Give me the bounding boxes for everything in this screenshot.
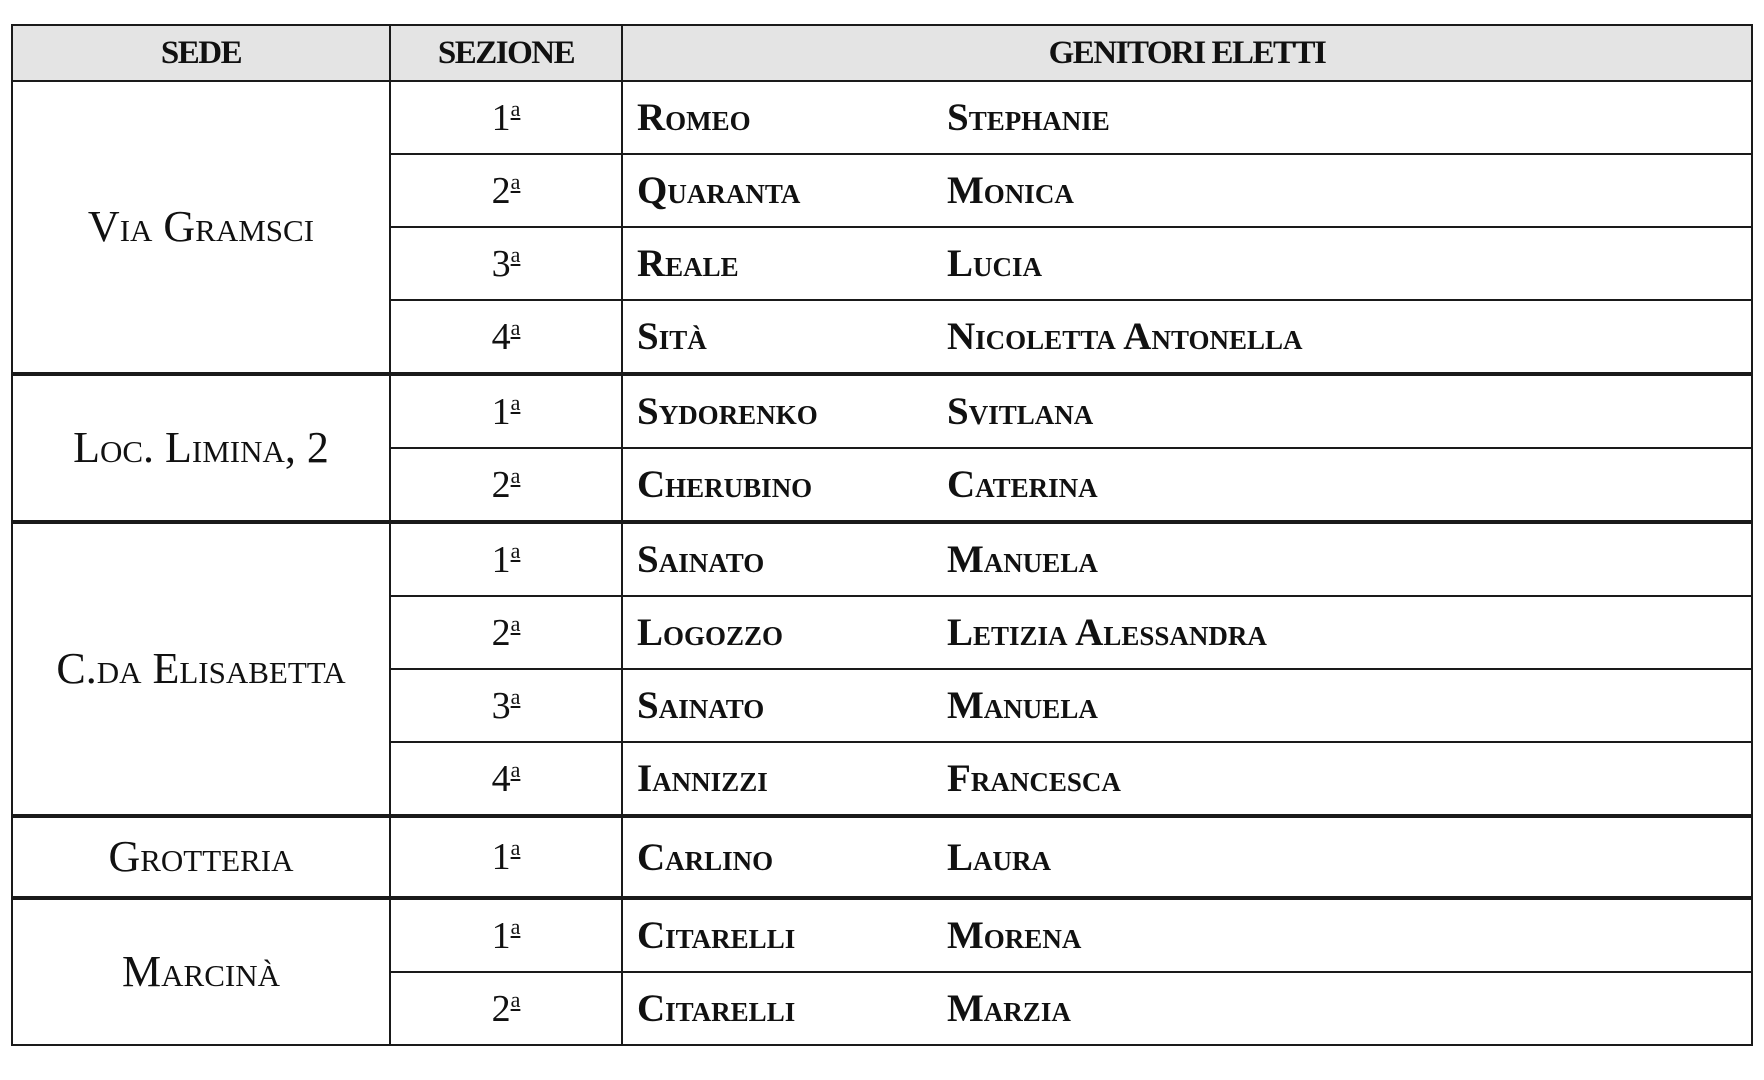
sezione-number: 4 [491, 315, 511, 358]
table-row [12, 374, 1752, 448]
sezione-number: 1 [491, 914, 511, 957]
genitore-name: Manuela [947, 684, 1098, 727]
genitore-name: Francesca [947, 757, 1121, 800]
sezione-cell [390, 669, 622, 742]
sezione-number: 3 [491, 242, 511, 285]
genitore-name: Nicoletta Antonella [947, 315, 1303, 358]
sezione-cell [390, 374, 622, 448]
genitore-cell [622, 972, 1752, 1045]
genitore-name: Laura [947, 835, 1052, 879]
genitore-name: Marzia [947, 987, 1071, 1030]
genitore-name: Letizia Alessandra [947, 611, 1267, 654]
genitore-surname: Sità [637, 315, 707, 358]
sezione-ordinal: a [510, 462, 521, 488]
sezione-number: 2 [491, 987, 511, 1030]
genitore-name: Monica [947, 169, 1074, 212]
table-row [12, 816, 1752, 898]
genitore-surname: Quaranta [637, 169, 801, 212]
genitore-name: Svitlana [947, 390, 1094, 433]
genitore-surname: Sydorenko [637, 390, 818, 433]
sezione-cell [390, 154, 622, 227]
sede-cell: Marcinà [12, 898, 390, 1045]
sezione-cell [390, 816, 622, 898]
genitore-name: Stephanie [947, 96, 1110, 139]
header-sede: SEDE [12, 25, 390, 81]
sezione-ordinal: a [510, 537, 521, 563]
genitore-cell [622, 522, 1752, 596]
sezione-number: 2 [491, 169, 511, 212]
genitore-cell [622, 300, 1752, 374]
sede-cell: Via Gramsci [12, 81, 390, 374]
elected-parents-table [11, 24, 1753, 1046]
sezione-cell [390, 596, 622, 669]
genitore-cell [622, 742, 1752, 816]
genitore-cell [622, 81, 1752, 154]
sezione-number: 2 [491, 611, 511, 654]
genitore-cell [622, 596, 1752, 669]
table-row [12, 522, 1752, 596]
genitore-cell [622, 154, 1752, 227]
genitore-cell [622, 374, 1752, 448]
sezione-ordinal: a [510, 314, 521, 340]
sezione-ordinal: a [510, 756, 521, 782]
sezione-cell [390, 742, 622, 816]
genitore-surname: Iannizzi [637, 757, 768, 800]
genitore-surname: Logozzo [637, 611, 784, 654]
header-sezione: SEZIONE [390, 25, 622, 81]
header-genitori-eletti: GENITORI ELETTI [622, 25, 1752, 81]
sezione-number: 1 [491, 390, 511, 433]
sede-cell: Grotteria [12, 816, 390, 898]
sezione-cell [390, 522, 622, 596]
table-row [12, 898, 1752, 972]
sede-cell: Loc. Limina, 2 [12, 374, 390, 522]
sede-cell: C.da Elisabetta [12, 522, 390, 816]
genitore-surname: Reale [637, 242, 739, 285]
genitore-surname: Citarelli [637, 914, 796, 957]
sezione-cell [390, 972, 622, 1045]
sezione-cell [390, 81, 622, 154]
genitore-surname: Citarelli [637, 987, 796, 1030]
sezione-cell [390, 300, 622, 374]
genitore-surname: Carlino [637, 835, 774, 879]
genitore-name: Manuela [947, 538, 1098, 581]
sezione-ordinal: a [510, 835, 521, 860]
sezione-cell [390, 227, 622, 300]
sezione-number: 3 [491, 684, 511, 727]
header-row [12, 25, 1752, 81]
table-body [12, 81, 1752, 1045]
genitore-surname: Romeo [637, 96, 751, 139]
sezione-ordinal: a [510, 95, 521, 121]
sezione-ordinal: a [510, 241, 521, 267]
sezione-number: 1 [491, 96, 511, 139]
genitore-cell [622, 448, 1752, 522]
genitore-cell [622, 816, 1752, 898]
genitore-cell [622, 669, 1752, 742]
sezione-number: 1 [491, 836, 511, 878]
genitore-name: Caterina [947, 463, 1098, 506]
sezione-ordinal: a [510, 913, 521, 939]
sezione-number: 2 [491, 463, 511, 506]
sezione-cell [390, 898, 622, 972]
genitore-surname: Sainato [637, 538, 765, 581]
genitore-surname: Sainato [637, 684, 765, 727]
sezione-number: 4 [491, 757, 511, 800]
genitore-cell [622, 227, 1752, 300]
genitore-name: Lucia [947, 242, 1043, 285]
sezione-ordinal: a [510, 168, 521, 194]
genitore-cell [622, 898, 1752, 972]
sezione-number: 1 [491, 538, 511, 581]
table-row [12, 81, 1752, 154]
genitore-name: Morena [947, 914, 1082, 957]
sezione-ordinal: a [510, 610, 521, 636]
sezione-cell [390, 448, 622, 522]
document-sheet [11, 24, 1751, 1046]
genitore-surname: Cherubino [637, 463, 813, 506]
sezione-ordinal: a [510, 389, 521, 415]
sezione-ordinal: a [510, 683, 521, 709]
sezione-ordinal: a [510, 986, 521, 1012]
